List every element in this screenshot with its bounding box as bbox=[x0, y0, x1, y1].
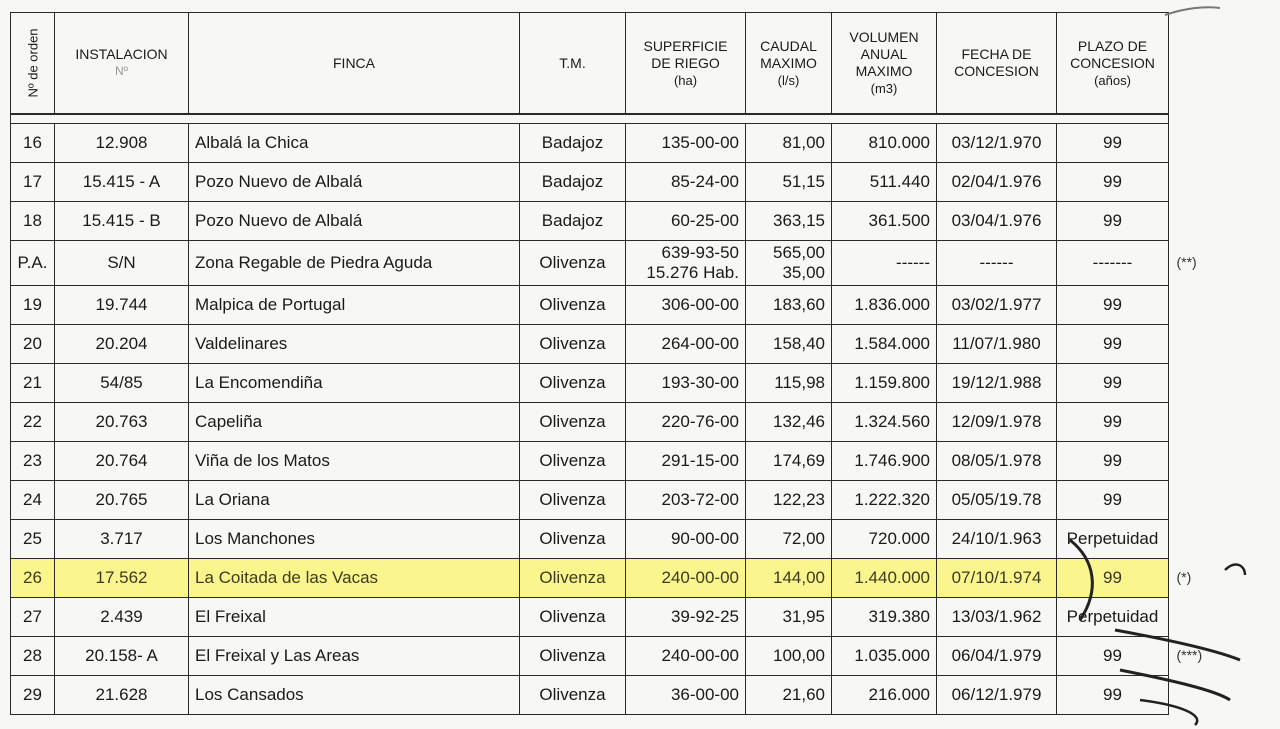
cell-plazo: 99 bbox=[1057, 442, 1169, 481]
table-row bbox=[11, 637, 1169, 676]
cell-volumen: 319.380 bbox=[832, 598, 937, 637]
cell-plazo: ------- bbox=[1057, 241, 1169, 286]
cell-tm: Olivenza bbox=[520, 481, 626, 520]
table-row bbox=[11, 124, 1169, 163]
cell-plazo: 99 bbox=[1057, 364, 1169, 403]
cell-caudal: 183,60 bbox=[746, 286, 832, 325]
cell-tm: Olivenza bbox=[520, 403, 626, 442]
cell-fecha: 03/12/1.970 bbox=[937, 124, 1057, 163]
cell-superficie: 39-92-25 bbox=[626, 598, 746, 637]
row-note: (***) bbox=[1176, 647, 1203, 663]
cell-fecha: 12/09/1.978 bbox=[937, 403, 1057, 442]
cell-tm: Olivenza bbox=[520, 676, 626, 715]
table-row bbox=[11, 676, 1169, 715]
cell-tm: Olivenza bbox=[520, 559, 626, 598]
cell-superficie: 306-00-00 bbox=[626, 286, 746, 325]
cell-orden: 16 bbox=[11, 124, 55, 163]
cell-instalacion: 2.439 bbox=[55, 598, 189, 637]
header-tm: T.M. bbox=[520, 13, 626, 115]
cell-plazo: 99 bbox=[1057, 163, 1169, 202]
cell-fecha: 13/03/1.962 bbox=[937, 598, 1057, 637]
table-row bbox=[11, 403, 1169, 442]
table-row bbox=[11, 481, 1169, 520]
cell-fecha: 24/10/1.963 bbox=[937, 520, 1057, 559]
cell-tm: Olivenza bbox=[520, 598, 626, 637]
cell-volumen: 1.222.320 bbox=[832, 481, 937, 520]
cell-superficie: 203-72-00 bbox=[626, 481, 746, 520]
cell-plazo: 99 bbox=[1057, 286, 1169, 325]
cell-plazo: 99 bbox=[1057, 202, 1169, 241]
cell-superficie: 36-00-00 bbox=[626, 676, 746, 715]
cell-caudal: 51,15 bbox=[746, 163, 832, 202]
cell-tm: Olivenza bbox=[520, 364, 626, 403]
header-finca: FINCA bbox=[189, 13, 520, 115]
cell-orden: 18 bbox=[11, 202, 55, 241]
cell-orden: 29 bbox=[11, 676, 55, 715]
table-row bbox=[11, 241, 1169, 286]
cell-instalacion: 54/85 bbox=[55, 364, 189, 403]
table-row bbox=[11, 163, 1169, 202]
cell-caudal: 100,00 bbox=[746, 637, 832, 676]
cell-instalacion: S/N bbox=[55, 241, 189, 286]
cell-volumen: 1.324.560 bbox=[832, 403, 937, 442]
cell-superficie: 135-00-00 bbox=[626, 124, 746, 163]
cell-caudal: 565,00 35,00 bbox=[746, 241, 832, 286]
cell-orden: 19 bbox=[11, 286, 55, 325]
header-caudal: CAUDAL MAXIMO (l/s) bbox=[746, 13, 832, 115]
cell-plazo: 99 bbox=[1057, 481, 1169, 520]
cell-caudal: 72,00 bbox=[746, 520, 832, 559]
table-row bbox=[11, 598, 1169, 637]
cell-superficie: 90-00-00 bbox=[626, 520, 746, 559]
cell-finca: Viña de los Matos bbox=[189, 442, 520, 481]
cell-plazo: 99 bbox=[1057, 559, 1169, 598]
cell-superficie: 291-15-00 bbox=[626, 442, 746, 481]
cell-fecha: 08/05/1.978 bbox=[937, 442, 1057, 481]
cell-superficie: 639-93-50 15.276 Hab. bbox=[626, 241, 746, 286]
cell-volumen: 1.440.000 bbox=[832, 559, 937, 598]
cell-fecha: 02/04/1.976 bbox=[937, 163, 1057, 202]
cell-fecha: ------ bbox=[937, 241, 1057, 286]
cell-finca: Malpica de Portugal bbox=[189, 286, 520, 325]
cell-tm: Olivenza bbox=[520, 286, 626, 325]
cell-plazo: 99 bbox=[1057, 676, 1169, 715]
table-row bbox=[11, 442, 1169, 481]
cell-instalacion: 15.415 - B bbox=[55, 202, 189, 241]
cell-finca: La Coitada de las Vacas bbox=[189, 559, 520, 598]
cell-finca: Capeliña bbox=[189, 403, 520, 442]
cell-orden: 25 bbox=[11, 520, 55, 559]
cell-instalacion: 20.204 bbox=[55, 325, 189, 364]
cell-caudal: 115,98 bbox=[746, 364, 832, 403]
cell-plazo: 99 bbox=[1057, 637, 1169, 676]
cell-orden: P.A. bbox=[11, 241, 55, 286]
cell-volumen: 1.035.000 bbox=[832, 637, 937, 676]
cell-superficie: 85-24-00 bbox=[626, 163, 746, 202]
cell-tm: Olivenza bbox=[520, 637, 626, 676]
cell-caudal: 81,00 bbox=[746, 124, 832, 163]
cell-plazo: 99 bbox=[1057, 403, 1169, 442]
cell-finca: Valdelinares bbox=[189, 325, 520, 364]
pen-stroke bbox=[1225, 565, 1245, 575]
table-row bbox=[11, 559, 1169, 598]
cell-fecha: 03/04/1.976 bbox=[937, 202, 1057, 241]
cell-tm: Olivenza bbox=[520, 241, 626, 286]
cell-volumen: 511.440 bbox=[832, 163, 937, 202]
cell-caudal: 158,40 bbox=[746, 325, 832, 364]
row-note: (**) bbox=[1176, 254, 1197, 270]
cell-instalacion: 20.764 bbox=[55, 442, 189, 481]
cell-finca: El Freixal bbox=[189, 598, 520, 637]
cell-instalacion: 15.415 - A bbox=[55, 163, 189, 202]
cell-instalacion: 20.158- A bbox=[55, 637, 189, 676]
cell-tm: Badajoz bbox=[520, 124, 626, 163]
cell-instalacion: 3.717 bbox=[55, 520, 189, 559]
cell-plazo: 99 bbox=[1057, 325, 1169, 364]
cell-plazo: 99 bbox=[1057, 124, 1169, 163]
cell-orden: 27 bbox=[11, 598, 55, 637]
cell-superficie: 193-30-00 bbox=[626, 364, 746, 403]
cell-plazo: Perpetuidad bbox=[1057, 520, 1169, 559]
cell-caudal: 21,60 bbox=[746, 676, 832, 715]
cell-fecha: 03/02/1.977 bbox=[937, 286, 1057, 325]
cell-volumen: 1.836.000 bbox=[832, 286, 937, 325]
cell-tm: Olivenza bbox=[520, 442, 626, 481]
table-header bbox=[11, 13, 1169, 124]
cell-finca: La Oriana bbox=[189, 481, 520, 520]
cell-finca: Los Cansados bbox=[189, 676, 520, 715]
header-plazo: PLAZO DE CONCESION (años) bbox=[1057, 13, 1169, 115]
cell-instalacion: 21.628 bbox=[55, 676, 189, 715]
cell-tm: Olivenza bbox=[520, 325, 626, 364]
cell-instalacion: 12.908 bbox=[55, 124, 189, 163]
cell-caudal: 144,00 bbox=[746, 559, 832, 598]
cell-orden: 21 bbox=[11, 364, 55, 403]
cell-volumen: 361.500 bbox=[832, 202, 937, 241]
cell-volumen: 1.159.800 bbox=[832, 364, 937, 403]
cell-caudal: 174,69 bbox=[746, 442, 832, 481]
cell-volumen: 1.584.000 bbox=[832, 325, 937, 364]
table-body bbox=[11, 124, 1169, 715]
cell-instalacion: 20.763 bbox=[55, 403, 189, 442]
table-row bbox=[11, 520, 1169, 559]
table-row bbox=[11, 202, 1169, 241]
cell-orden: 28 bbox=[11, 637, 55, 676]
cell-finca: Albalá la Chica bbox=[189, 124, 520, 163]
cell-superficie: 240-00-00 bbox=[626, 637, 746, 676]
cell-orden: 20 bbox=[11, 325, 55, 364]
cell-fecha: 07/10/1.974 bbox=[937, 559, 1057, 598]
cell-superficie: 220-76-00 bbox=[626, 403, 746, 442]
cell-fecha: 11/07/1.980 bbox=[937, 325, 1057, 364]
header-orden: Nº de orden bbox=[11, 13, 55, 115]
pen-stroke bbox=[1165, 7, 1220, 15]
cell-tm: Badajoz bbox=[520, 163, 626, 202]
cell-caudal: 122,23 bbox=[746, 481, 832, 520]
cell-caudal: 132,46 bbox=[746, 403, 832, 442]
cell-volumen: 216.000 bbox=[832, 676, 937, 715]
row-note: (*) bbox=[1176, 569, 1192, 585]
cell-fecha: 19/12/1.988 bbox=[937, 364, 1057, 403]
cell-finca: El Freixal y Las Areas bbox=[189, 637, 520, 676]
concessions-table bbox=[10, 12, 1169, 715]
header-volumen: VOLUMEN ANUAL MAXIMO (m3) bbox=[832, 13, 937, 115]
cell-finca: Pozo Nuevo de Albalá bbox=[189, 163, 520, 202]
cell-caudal: 31,95 bbox=[746, 598, 832, 637]
cell-fecha: 05/05/19.78 bbox=[937, 481, 1057, 520]
cell-instalacion: 17.562 bbox=[55, 559, 189, 598]
cell-orden: 26 bbox=[11, 559, 55, 598]
cell-superficie: 60-25-00 bbox=[626, 202, 746, 241]
cell-volumen: ------ bbox=[832, 241, 937, 286]
cell-volumen: 1.746.900 bbox=[832, 442, 937, 481]
header-instalacion: INSTALACION Nº bbox=[55, 13, 189, 115]
cell-caudal: 363,15 bbox=[746, 202, 832, 241]
cell-orden: 24 bbox=[11, 481, 55, 520]
cell-superficie: 240-00-00 bbox=[626, 559, 746, 598]
cell-fecha: 06/12/1.979 bbox=[937, 676, 1057, 715]
cell-instalacion: 19.744 bbox=[55, 286, 189, 325]
cell-plazo: Perpetuidad bbox=[1057, 598, 1169, 637]
cell-finca: Los Manchones bbox=[189, 520, 520, 559]
cell-instalacion: 20.765 bbox=[55, 481, 189, 520]
cell-superficie: 264-00-00 bbox=[626, 325, 746, 364]
cell-finca: Pozo Nuevo de Albalá bbox=[189, 202, 520, 241]
header-superficie: SUPERFICIE DE RIEGO (ha) bbox=[626, 13, 746, 115]
cell-tm: Olivenza bbox=[520, 520, 626, 559]
cell-orden: 22 bbox=[11, 403, 55, 442]
table-row bbox=[11, 364, 1169, 403]
cell-volumen: 720.000 bbox=[832, 520, 937, 559]
table-row bbox=[11, 325, 1169, 364]
cell-orden: 17 bbox=[11, 163, 55, 202]
cell-fecha: 06/04/1.979 bbox=[937, 637, 1057, 676]
cell-orden: 23 bbox=[11, 442, 55, 481]
cell-finca: Zona Regable de Piedra Aguda bbox=[189, 241, 520, 286]
table-row bbox=[11, 286, 1169, 325]
cell-finca: La Encomendiña bbox=[189, 364, 520, 403]
header-fecha: FECHA DE CONCESION bbox=[937, 13, 1057, 115]
cell-tm: Badajoz bbox=[520, 202, 626, 241]
cell-volumen: 810.000 bbox=[832, 124, 937, 163]
